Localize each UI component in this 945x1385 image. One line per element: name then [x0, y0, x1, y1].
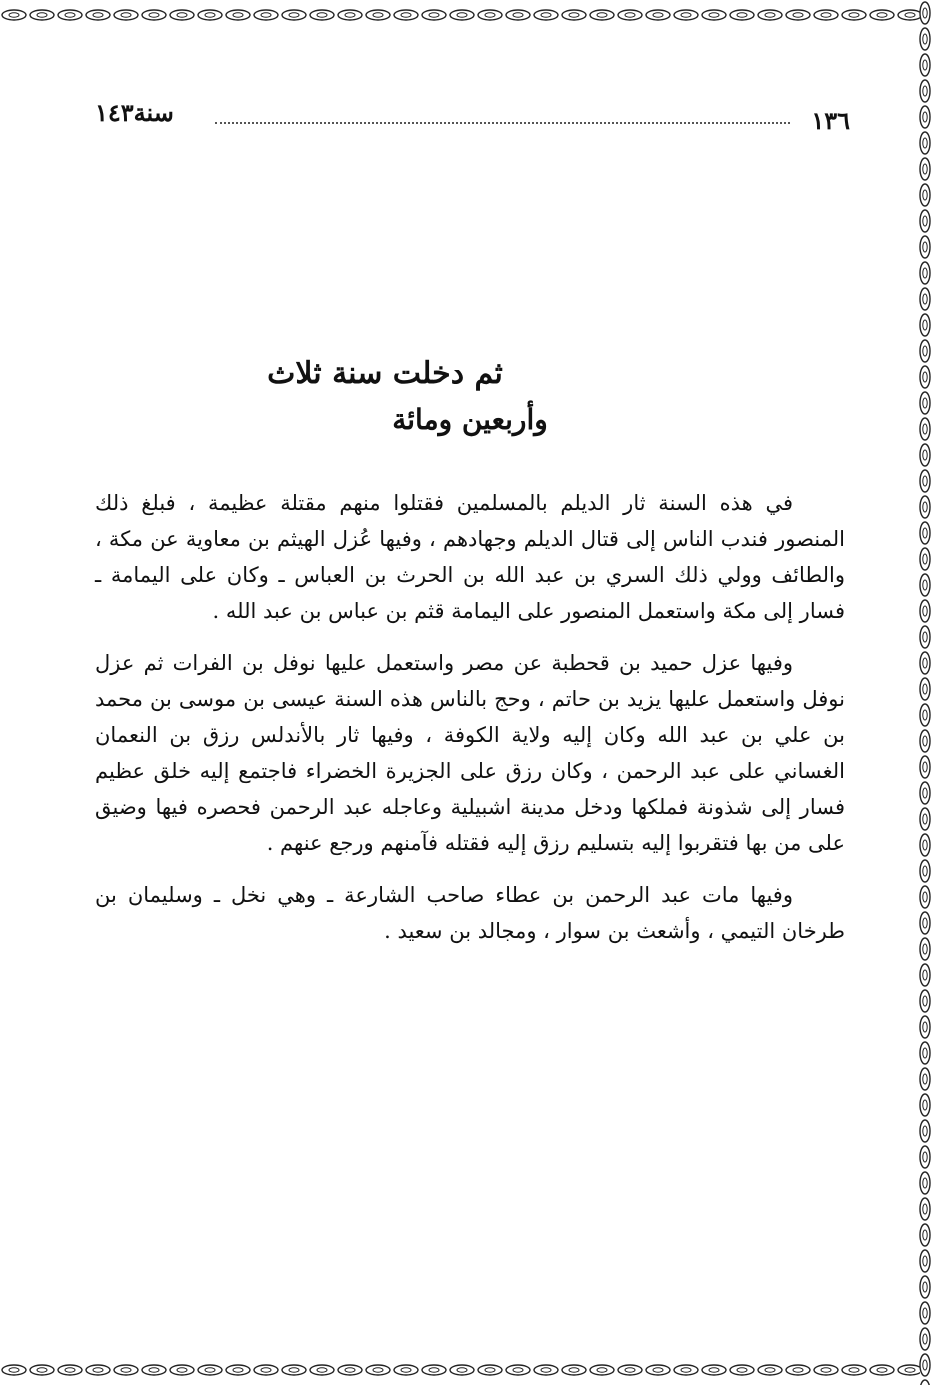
page-header — [95, 98, 850, 138]
body-text — [95, 485, 845, 965]
decorative-border-top — [0, 0, 920, 30]
chapter-title — [95, 350, 845, 442]
decorative-border-bottom — [0, 1355, 920, 1385]
paragraph-1: في هذه السنة ثار الديلم بالمسلمين فقتلوا منهم مقتلة عظيمة ، فبلغ ذلك المنصور فندب الناس إلى قتال الديلم وجهادهم ، وفيها عُزل الهيثم بن معاوية عن مكة ، والطائف وولي ذلك السري بن عبد الله بن الحرث بن العباس ـ وكان على اليمامة ـ فسار إلى مكة واستعمل المنصور على اليمامة قثم بن عباس بن عبد الله . — [95, 491, 845, 623]
decorative-border-right — [905, 0, 945, 1385]
header-dotted-rule — [215, 122, 790, 124]
running-head: سنة١٤٣ — [95, 98, 174, 127]
title-line-1: ثم دخلت سنة ثلاث — [267, 356, 503, 391]
page-number: ١٣٦ — [811, 106, 850, 135]
paragraph-3: وفيها مات عبد الرحمن بن عطاء صاحب الشارعة ـ وهي نخل ـ وسليمان بن طرخان التيمي ، وأشعث بن سوار ، ومجالد بن سعيد . — [95, 883, 845, 943]
paragraph-2: وفيها عزل حميد بن قحطبة عن مصر واستعمل عليها نوفل بن الفرات ثم عزل نوفل واستعمل عليها يزيد بن حاتم ، وحج بالناس هذه السنة عيسى بن موسى بن محمد بن علي بن عبد الله وكان إليه ولاية الكوفة ، وفيها ثار بالأندلس رزق بن النعمان الغساني على عبد الرحمن ، وكان رزق على الجزيرة الخضراء فاجتمع إليه خلق عظيم فسار إلى شذونة فملكها ودخل مدينة اشبيلية وعاجله عبد الرحمن فحصره فيها وضيق على من بها فتقربوا إليه بتسليم رزق إليه فقتله فآمنهم ورجع عنهم . — [95, 651, 845, 855]
title-line-2: وأربعين ومائة — [392, 403, 548, 436]
